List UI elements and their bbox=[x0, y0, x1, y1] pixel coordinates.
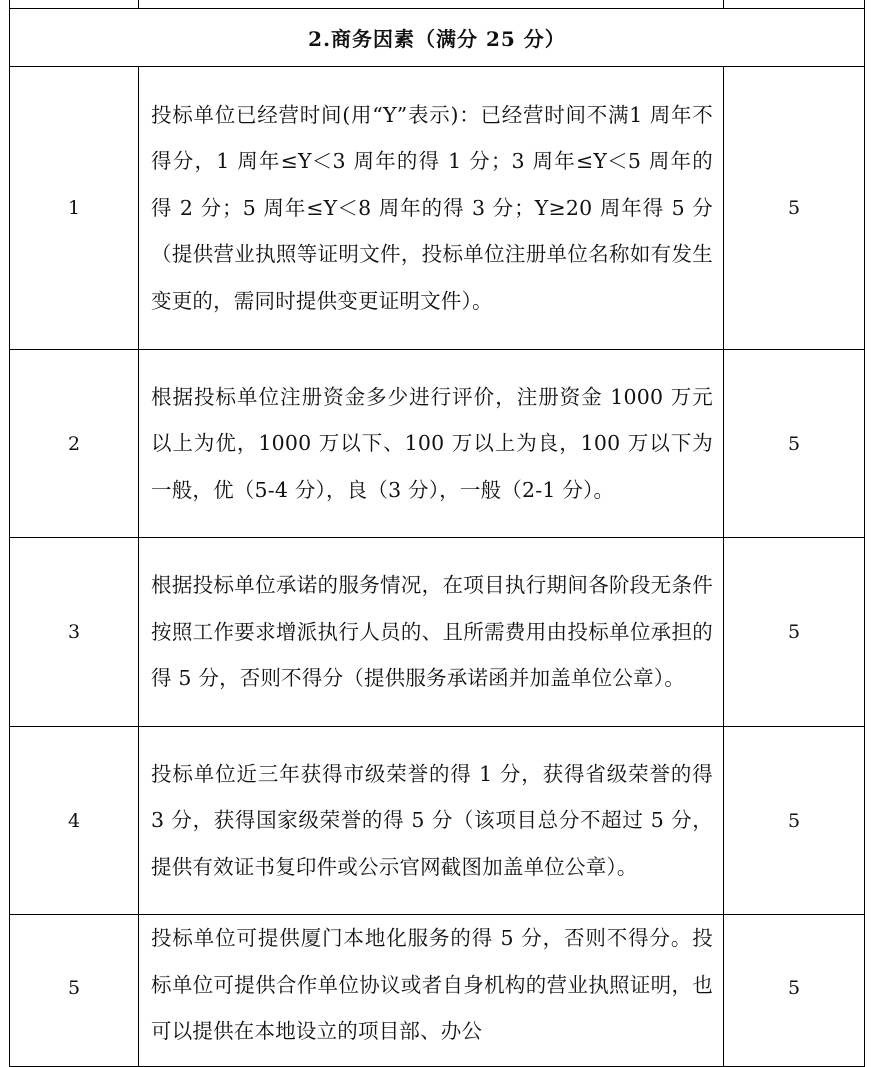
table-row bbox=[10, 538, 865, 727]
section-title: 2.商务因素（满分 25 分） bbox=[10, 9, 865, 67]
item-number: 2 bbox=[10, 350, 139, 538]
item-number-cell bbox=[10, 915, 139, 1067]
scoring-table bbox=[9, 0, 865, 1067]
item-criteria-text: 根据投标单位承诺的服务情况，在项目执行期间各阶段无条件按照工作要求增派执行人员的、且所需费用由投标单位承担的得 5 分，否则不得分（提供服务承诺函并加盖单位公章）。 bbox=[151, 573, 713, 691]
table-row bbox=[10, 67, 865, 350]
item-score-cell bbox=[724, 915, 865, 1067]
item-score: 5 bbox=[724, 727, 865, 915]
item-score: 5 bbox=[724, 67, 865, 350]
table-row-previous-tail bbox=[10, 0, 865, 9]
item-criteria-cell bbox=[139, 727, 724, 915]
item-score: 5 bbox=[724, 538, 865, 727]
item-criteria-cell bbox=[139, 350, 724, 538]
item-criteria-text: 根据投标单位注册资金多少进行评价，注册资金 1000 万元以上为优，1000 万以下、100 万以上为良，100 万以下为一般，优（5-4 分），良（3 分），一般（2-1 分）。 bbox=[151, 384, 713, 502]
item-number: 5 bbox=[67, 977, 81, 999]
item-criteria-text: 投标单位已经营时间(用“Y”表示)：已经营时间不满1 周年不得分，1 周年≤Y＜3 周年的得 1 分；3 周年≤Y＜5 周年的得 2 分；5 周年≤Y＜8 周年的得 3 分；Y≥20 周年得 5 分（提供营业执照等证明文件，投标单位注册单位名称如有发生变更的，需同时提供变更证明文件）。 bbox=[151, 102, 713, 313]
section-header-row bbox=[10, 9, 865, 67]
item-number: 1 bbox=[10, 67, 139, 350]
item-score: 5 bbox=[724, 350, 865, 538]
item-criteria-cell bbox=[139, 538, 724, 727]
item-criteria-text: 投标单位可提供厦门本地化服务的得 5 分，否则不得分。投标单位可提供合作单位协议或者自身机构的营业执照证明，也可以提供在本地设立的项目部、办公 bbox=[151, 926, 713, 1043]
table-row bbox=[10, 915, 865, 1067]
item-criteria-cell bbox=[139, 67, 724, 350]
table-row bbox=[10, 350, 865, 538]
table-row bbox=[10, 727, 865, 915]
item-number: 4 bbox=[10, 727, 139, 915]
item-criteria-text: 投标单位近三年获得市级荣誉的得 1 分，获得省级荣誉的得 3 分，获得国家级荣誉的得 5 分（该项目总分不超过 5 分，提供有效证书复印件或公示官网截图加盖单位公章）。 bbox=[151, 761, 713, 879]
table-cell bbox=[139, 0, 724, 9]
table-cell bbox=[724, 0, 865, 9]
item-criteria-cell bbox=[139, 915, 724, 1067]
item-number: 3 bbox=[10, 538, 139, 727]
table-cell bbox=[10, 0, 139, 9]
item-score: 5 bbox=[787, 977, 801, 999]
